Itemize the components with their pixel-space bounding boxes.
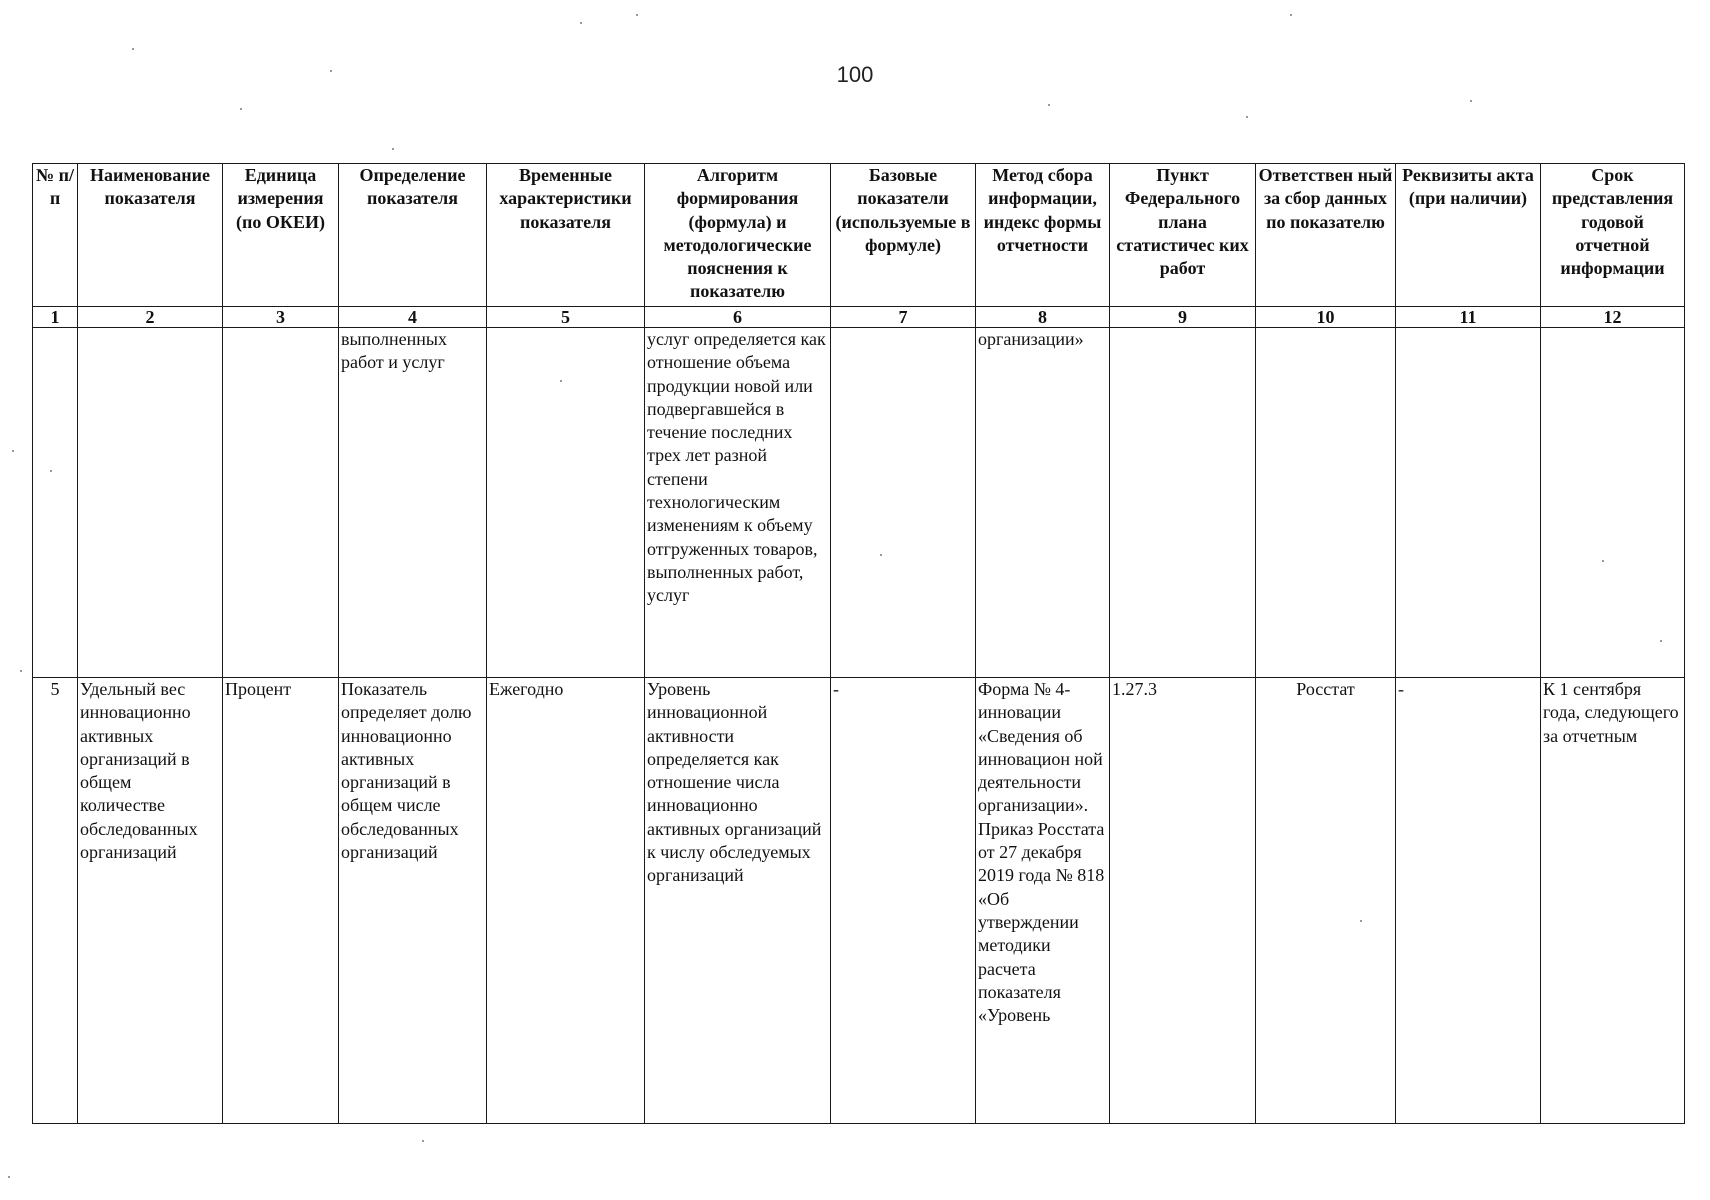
column-number: 8	[976, 307, 1110, 328]
table-header-row	[33, 164, 1685, 307]
table-row-continuation	[33, 328, 1685, 678]
column-number: 7	[831, 307, 976, 328]
cell-name	[78, 328, 223, 678]
column-number-row	[33, 307, 1685, 328]
cell-plan-item	[1110, 328, 1256, 678]
cell-time: Ежегодно	[487, 678, 645, 1124]
indicators-table	[32, 163, 1685, 1124]
cell-act	[1396, 328, 1541, 678]
header-cell-algorithm: Алгоритм формирования (формула) и методологические пояснения к показателю	[645, 164, 831, 307]
cell-method: Форма № 4-инновации «Сведения об инновацион ной деятельности организации». Приказ Росстата от 27 декабря 2019 года № 818 «Об утверждении методики расчета показателя «Уровень	[976, 678, 1110, 1124]
cell-definition: Показатель определяет долю инновационно активных организаций в общем числе обследованных организаций	[339, 678, 487, 1124]
column-number: 2	[78, 307, 223, 328]
header-cell-name: Наименование показателя	[78, 164, 223, 307]
header-cell-deadline: Срок представления годовой отчетной информации	[1541, 164, 1685, 307]
cell-unit	[223, 328, 339, 678]
cell-algorithm: Уровень инновационной активности определяется как отношение числа инновационно активных организаций к числу обследуемых организаций	[645, 678, 831, 1124]
header-cell-unit: Единица измерения (по ОКЕИ)	[223, 164, 339, 307]
column-number: 11	[1396, 307, 1541, 328]
column-number: 9	[1110, 307, 1256, 328]
header-cell-base: Базовые показатели (используемые в формуле)	[831, 164, 976, 307]
column-number: 1	[33, 307, 78, 328]
header-cell-act: Реквизиты акта (при наличии)	[1396, 164, 1541, 307]
column-number: 5	[487, 307, 645, 328]
column-number: 12	[1541, 307, 1685, 328]
column-number: 3	[223, 307, 339, 328]
column-number: 4	[339, 307, 487, 328]
cell-plan-item: 1.27.3	[1110, 678, 1256, 1124]
table-row-5	[33, 678, 1685, 1124]
column-number: 6	[645, 307, 831, 328]
header-cell-definition: Определение показателя	[339, 164, 487, 307]
header-cell-plan-item: Пункт Федерального плана статистичес ких работ	[1110, 164, 1256, 307]
cell-responsible	[1256, 328, 1396, 678]
cell-unit: Процент	[223, 678, 339, 1124]
cell-act: -	[1396, 678, 1541, 1124]
header-cell-method: Метод сбора информации, индекс формы отчетности	[976, 164, 1110, 307]
cell-method: организации»	[976, 328, 1110, 678]
cell-base	[831, 328, 976, 678]
header-cell-time: Временные характеристики показателя	[487, 164, 645, 307]
page-number: 100	[836, 62, 874, 87]
cell-algorithm: услуг определяется как отношение объема продукции новой или подвергавшейся в течение последних трех лет разной степени технологическим изменениям к объему отгруженных товаров, выполненных работ, услуг	[645, 328, 831, 678]
cell-time	[487, 328, 645, 678]
cell-deadline: К 1 сентября года, следующего за отчетным	[1541, 678, 1685, 1124]
header-cell-responsible: Ответствен ный за сбор данных по показателю	[1256, 164, 1396, 307]
cell-responsible: Росстат	[1256, 678, 1396, 1124]
cell-number	[33, 328, 78, 678]
cell-number: 5	[33, 678, 78, 1124]
cell-name: Удельный вес инновационно активных организаций в общем количестве обследованных организаций	[78, 678, 223, 1124]
cell-definition: выполненных работ и услуг	[339, 328, 487, 678]
column-number: 10	[1256, 307, 1396, 328]
cell-deadline	[1541, 328, 1685, 678]
header-cell-number: № п/п	[33, 164, 78, 307]
cell-base: -	[831, 678, 976, 1124]
